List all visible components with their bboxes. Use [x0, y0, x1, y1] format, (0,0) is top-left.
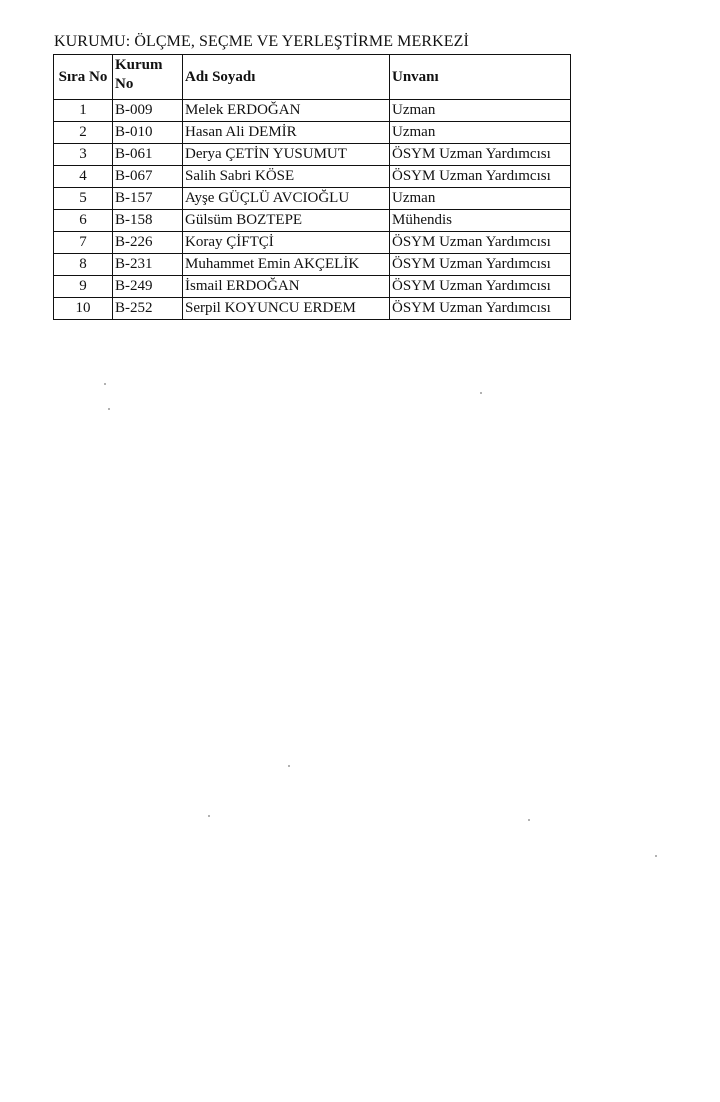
- cell-sira-no: 1: [54, 100, 113, 122]
- cell-adi-soyadi: Koray ÇİFTÇİ: [183, 232, 390, 254]
- column-header-adi-soyadi: Adı Soyadı: [183, 55, 390, 100]
- cell-kurum-no: B-009: [113, 100, 183, 122]
- cell-sira-no: 8: [54, 254, 113, 276]
- cell-unvani: Uzman: [390, 188, 571, 210]
- scan-speck: [528, 819, 530, 821]
- cell-sira-no: 4: [54, 166, 113, 188]
- cell-kurum-no: B-067: [113, 166, 183, 188]
- cell-adi-soyadi: Melek ERDOĞAN: [183, 100, 390, 122]
- cell-adi-soyadi: Derya ÇETİN YUSUMUT: [183, 144, 390, 166]
- table-row: [54, 188, 571, 210]
- cell-kurum-no: B-010: [113, 122, 183, 144]
- cell-sira-no: 9: [54, 276, 113, 298]
- cell-adi-soyadi: İsmail ERDOĞAN: [183, 276, 390, 298]
- table-row: [54, 100, 571, 122]
- cell-kurum-no: B-061: [113, 144, 183, 166]
- cell-unvani: Uzman: [390, 122, 571, 144]
- cell-unvani: ÖSYM Uzman Yardımcısı: [390, 144, 571, 166]
- table-row: [54, 254, 571, 276]
- cell-unvani: Mühendis: [390, 210, 571, 232]
- cell-sira-no: 6: [54, 210, 113, 232]
- cell-unvani: Uzman: [390, 100, 571, 122]
- scan-speck: [104, 383, 106, 385]
- cell-sira-no: 5: [54, 188, 113, 210]
- scan-speck: [108, 408, 110, 410]
- cell-kurum-no: B-158: [113, 210, 183, 232]
- cell-kurum-no: B-157: [113, 188, 183, 210]
- scan-speck: [480, 392, 482, 394]
- cell-adi-soyadi: Serpil KOYUNCU ERDEM: [183, 298, 390, 320]
- cell-kurum-no: B-252: [113, 298, 183, 320]
- cell-unvani: ÖSYM Uzman Yardımcısı: [390, 254, 571, 276]
- cell-adi-soyadi: Salih Sabri KÖSE: [183, 166, 390, 188]
- cell-kurum-no: B-226: [113, 232, 183, 254]
- column-header-unvani: Unvanı: [390, 55, 571, 100]
- column-header-kurum-no: Kurum No: [113, 55, 183, 100]
- cell-adi-soyadi: Hasan Ali DEMİR: [183, 122, 390, 144]
- table-row: [54, 166, 571, 188]
- personnel-table: [53, 54, 571, 320]
- cell-sira-no: 2: [54, 122, 113, 144]
- table-row: [54, 232, 571, 254]
- table-row: [54, 122, 571, 144]
- cell-sira-no: 7: [54, 232, 113, 254]
- table-row: [54, 298, 571, 320]
- scan-speck: [208, 815, 210, 817]
- table-row: [54, 144, 571, 166]
- table-row: [54, 276, 571, 298]
- table-row: [54, 210, 571, 232]
- cell-unvani: ÖSYM Uzman Yardımcısı: [390, 276, 571, 298]
- cell-sira-no: 3: [54, 144, 113, 166]
- cell-adi-soyadi: Gülsüm BOZTEPE: [183, 210, 390, 232]
- cell-unvani: ÖSYM Uzman Yardımcısı: [390, 232, 571, 254]
- institution-heading: KURUMU: ÖLÇME, SEÇME VE YERLEŞTİRME MERKEZİ: [54, 33, 469, 50]
- cell-unvani: ÖSYM Uzman Yardımcısı: [390, 298, 571, 320]
- cell-kurum-no: B-231: [113, 254, 183, 276]
- table-header-row: [54, 55, 571, 100]
- cell-adi-soyadi: Ayşe GÜÇLÜ AVCIOĞLU: [183, 188, 390, 210]
- scan-speck: [655, 855, 657, 857]
- cell-unvani: ÖSYM Uzman Yardımcısı: [390, 166, 571, 188]
- cell-adi-soyadi: Muhammet Emin AKÇELİK: [183, 254, 390, 276]
- cell-kurum-no: B-249: [113, 276, 183, 298]
- column-header-sira-no: Sıra No: [54, 55, 113, 100]
- cell-sira-no: 10: [54, 298, 113, 320]
- scan-speck: [288, 765, 290, 767]
